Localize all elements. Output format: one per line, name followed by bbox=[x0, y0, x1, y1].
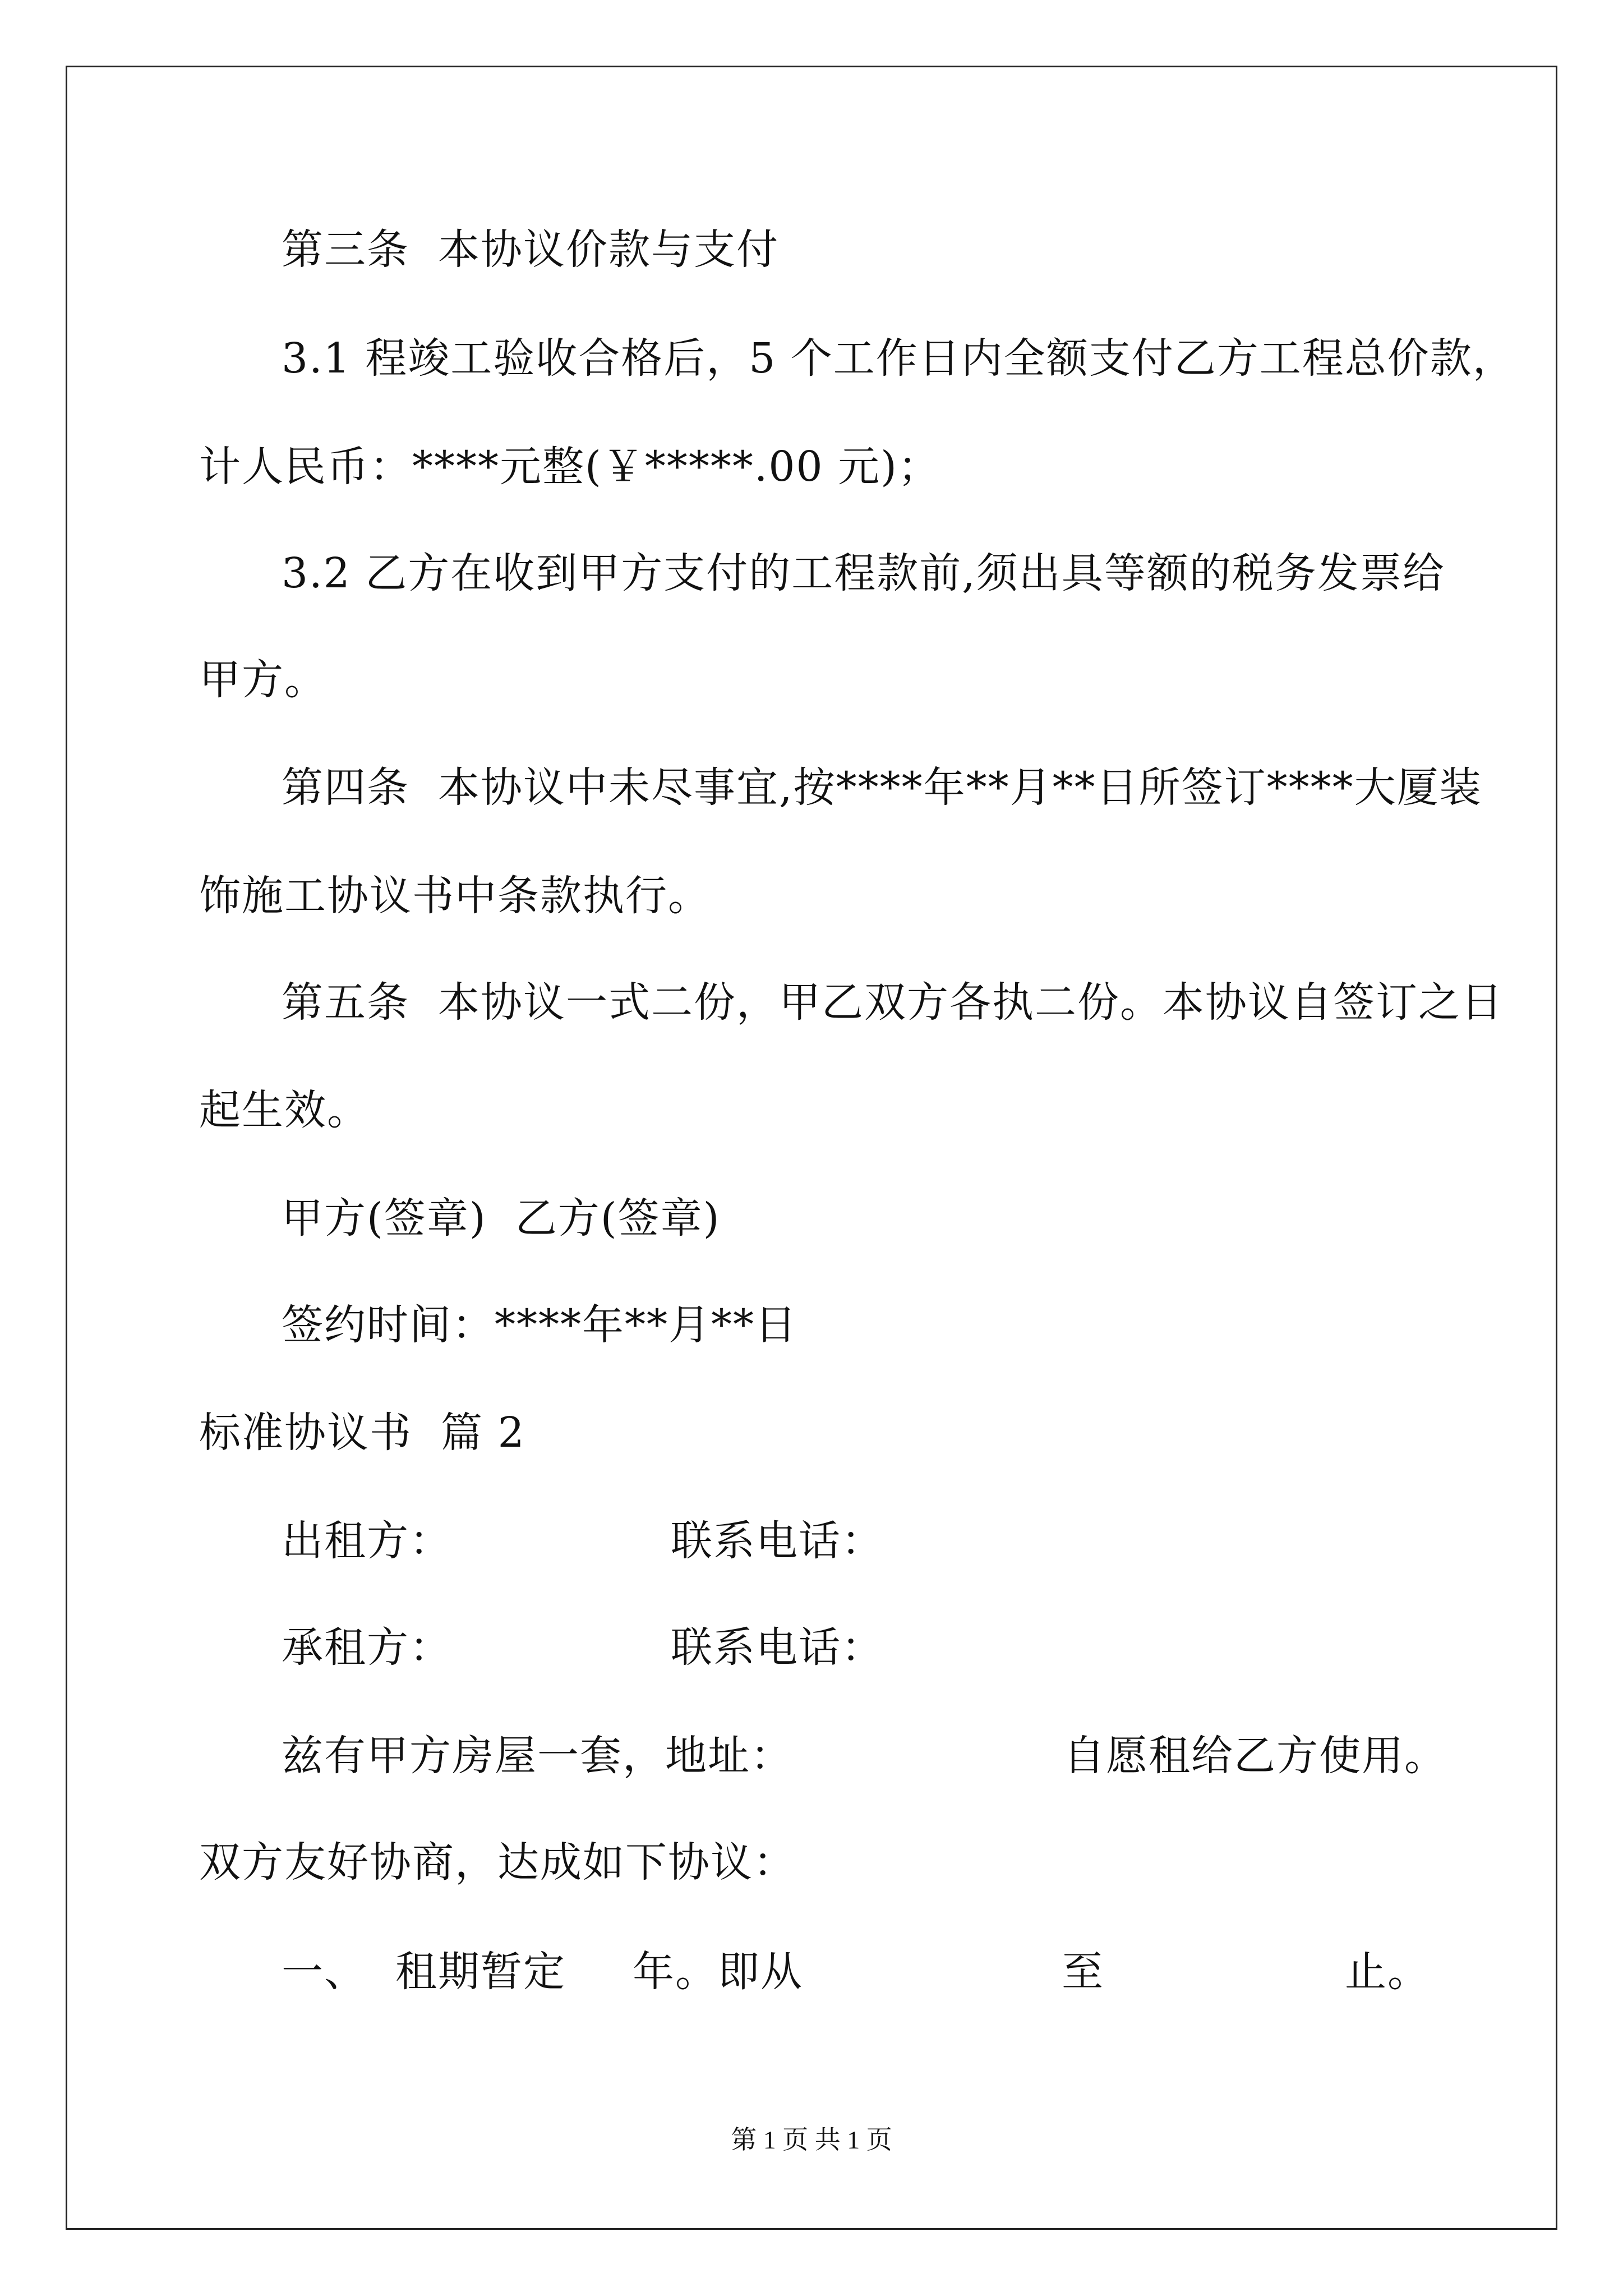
article-5-line-2: 起生效。 bbox=[199, 1086, 370, 1134]
article-4-line-2: 饰施工协议书中条款执行。 bbox=[199, 872, 711, 920]
lessee-phone-label: 联系电话： bbox=[671, 1623, 884, 1672]
clause-3-2-line-1: 3.2 乙方在收到甲方支付的工程款前,须出具等额的税务发票给 bbox=[282, 549, 1445, 597]
signature-line: 甲方(签章) 乙方(签章) bbox=[282, 1194, 721, 1243]
premises-line-1-end: 自愿租给乙方使用。 bbox=[1063, 1732, 1447, 1780]
clause-3-2-line-2: 甲方。 bbox=[199, 656, 327, 704]
term-item-end: 止。 bbox=[1345, 1948, 1430, 1996]
clause-3-1-line-2: 计人民币：****元整(￥*****.00 元)； bbox=[199, 443, 940, 491]
term-item-years: 年。即从 bbox=[633, 1948, 803, 1996]
premises-line-2: 双方友好协商，达成如下协议： bbox=[199, 1838, 796, 1887]
lessee-label: 承租方： bbox=[282, 1623, 452, 1672]
lessor-phone-label: 联系电话： bbox=[671, 1517, 884, 1565]
term-item-label: 一、 租期暂定 bbox=[282, 1948, 566, 1996]
article-4-line-1: 第四条 本协议中未尽事宜,按****年**月**日所签订****大厦装 bbox=[282, 763, 1482, 812]
article-5-line-1: 第五条 本协议一式二份，甲乙双方各执二份。本协议自签订之日 bbox=[282, 978, 1504, 1027]
sign-date: 签约时间：****年**月**日 bbox=[282, 1301, 797, 1349]
term-item-to: 至 bbox=[1062, 1948, 1104, 1996]
premises-line-1-start: 兹有甲方房屋一套，地址： bbox=[282, 1732, 793, 1780]
page-footer: 第 1 页 共 1 页 bbox=[731, 2125, 892, 2154]
section-2-title: 标准协议书 篇 2 bbox=[199, 1409, 525, 1457]
lessor-label: 出租方： bbox=[282, 1517, 452, 1565]
article-3-heading: 第三条 本协议价款与支付 bbox=[282, 226, 780, 274]
page-border bbox=[66, 66, 1557, 2230]
clause-3-1-line-1: 3.1 程竣工验收合格后，5 个工作日内全额支付乙方工程总价款， bbox=[282, 334, 1515, 383]
